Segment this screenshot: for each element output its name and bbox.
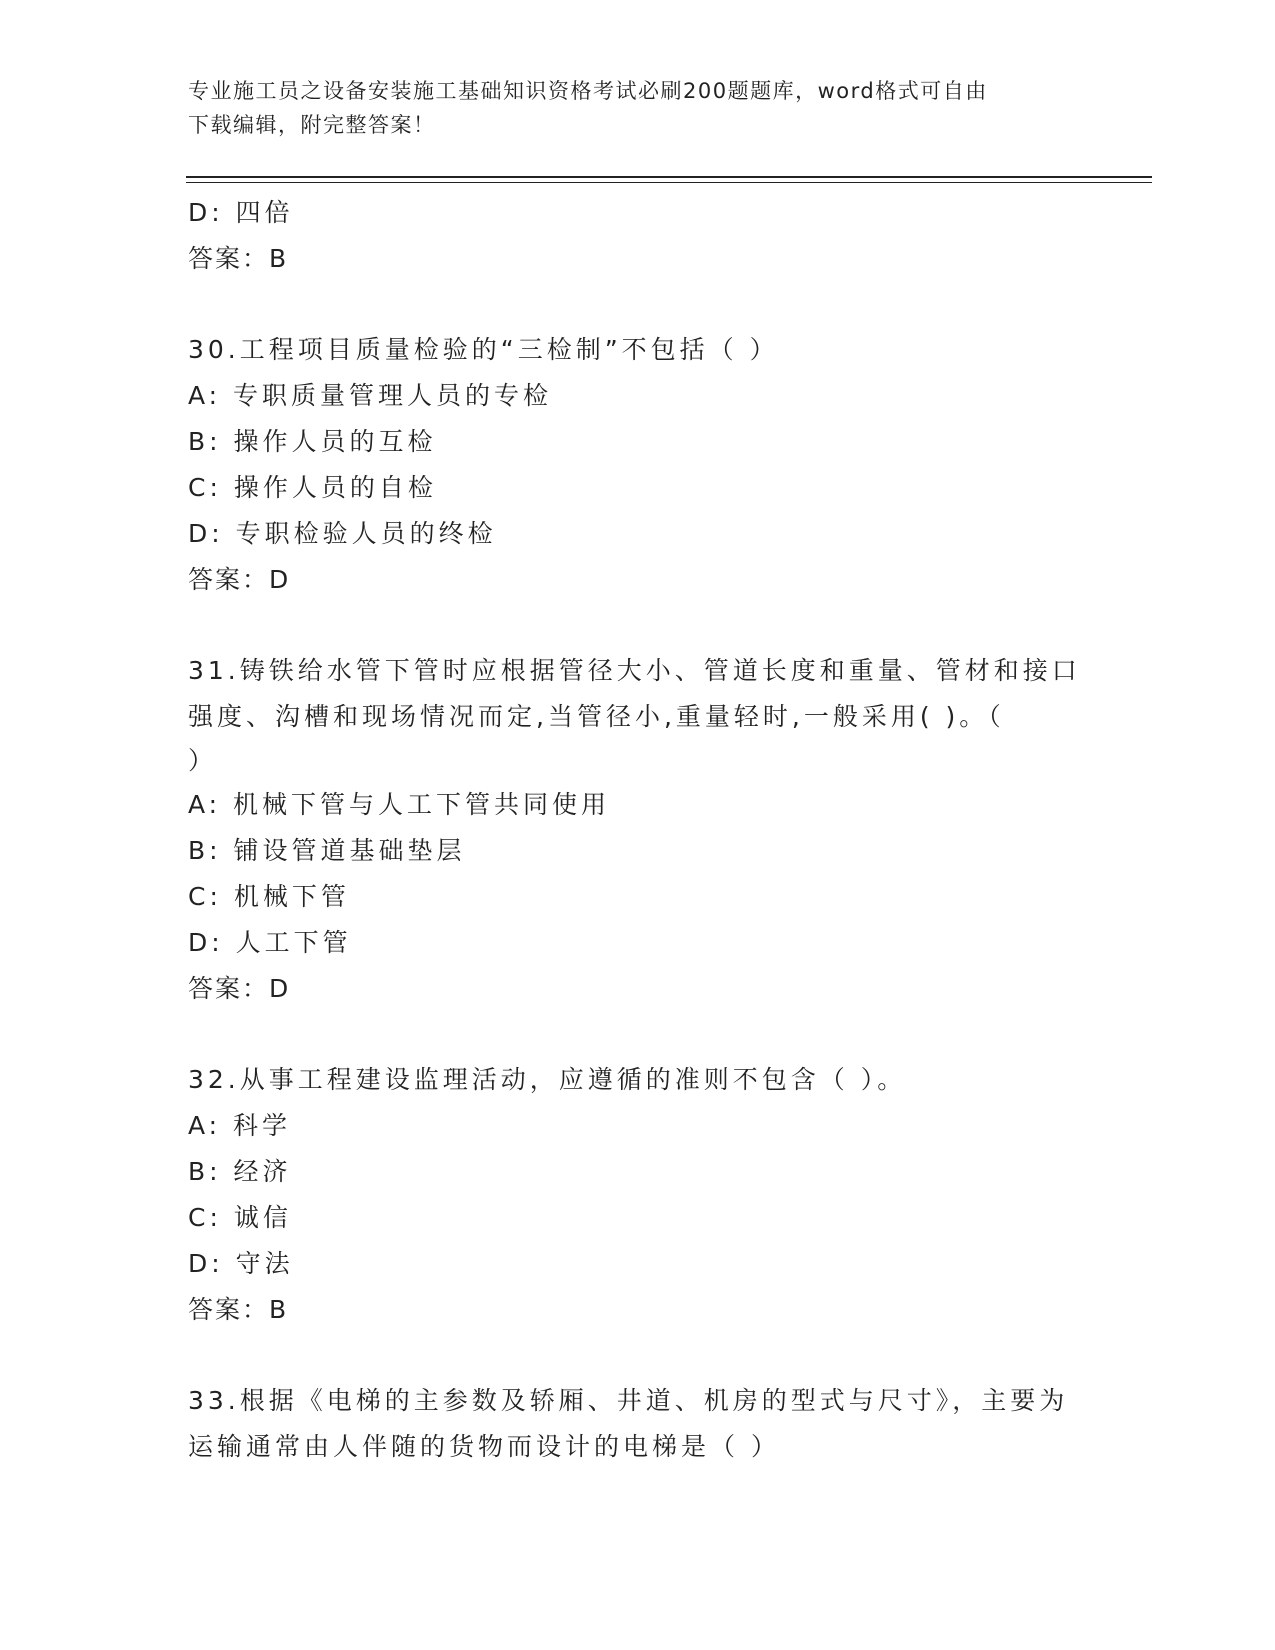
question-30 bbox=[188, 327, 1088, 603]
option-d: D: 专职检验人员的终检 bbox=[188, 519, 497, 548]
previous-question-tail bbox=[188, 190, 1088, 282]
option-b: B: 铺设管道基础垫层 bbox=[188, 836, 466, 865]
option-b: B: 经济 bbox=[188, 1157, 292, 1186]
option-c: C: 操作人员的自检 bbox=[188, 473, 437, 502]
option-d: D: 守法 bbox=[188, 1249, 294, 1278]
option-a: A: 科学 bbox=[188, 1111, 292, 1140]
answer-line: 答案：D bbox=[188, 565, 291, 594]
page-header bbox=[188, 74, 1088, 142]
answer-line: 答案：B bbox=[188, 244, 289, 273]
answer-line: 答案：B bbox=[188, 1295, 289, 1324]
option-d: D: 四倍 bbox=[188, 198, 294, 227]
question-33 bbox=[188, 1378, 1088, 1470]
question-text-line-1: 33.根据《电梯的主参数及轿厢、井道、机房的型式与尺寸》，主要为 bbox=[188, 1386, 1069, 1415]
option-c: C: 机械下管 bbox=[188, 882, 350, 911]
option-a: A: 机械下管与人工下管共同使用 bbox=[188, 790, 611, 819]
question-text-line-2: 运输通常由人伴随的货物而设计的电梯是（ ） bbox=[188, 1432, 780, 1461]
answer-line: 答案：D bbox=[188, 974, 291, 1003]
question-text-line-3: ） bbox=[188, 746, 218, 775]
question-text: 30.工程项目质量检验的“三检制”不包括（ ） bbox=[188, 335, 779, 364]
question-32 bbox=[188, 1057, 1088, 1333]
option-d: D: 人工下管 bbox=[188, 928, 352, 957]
header-line-1: 专业施工员之设备安装施工基础知识资格考试必刷200题题库，word格式可自由 bbox=[188, 79, 988, 103]
header-divider-thin bbox=[186, 182, 1152, 183]
question-text-line-2: 强度、沟槽和现场情况而定,当管径小,重量轻时,一般采用( )。（ bbox=[188, 702, 1005, 731]
option-b: B: 操作人员的互检 bbox=[188, 427, 437, 456]
header-divider-thick bbox=[186, 176, 1152, 178]
question-31 bbox=[188, 648, 1088, 1012]
question-text-line-1: 31.铸铁给水管下管时应根据管径大小、管道长度和重量、管材和接口 bbox=[188, 656, 1081, 685]
question-list bbox=[188, 190, 1088, 1470]
header-line-2: 下载编辑，附完整答案！ bbox=[188, 113, 436, 137]
option-a: A: 专职质量管理人员的专检 bbox=[188, 381, 553, 410]
option-c: C: 诚信 bbox=[188, 1203, 292, 1232]
question-text: 32.从事工程建设监理活动，应遵循的准则不包含（ ）。 bbox=[188, 1065, 907, 1094]
